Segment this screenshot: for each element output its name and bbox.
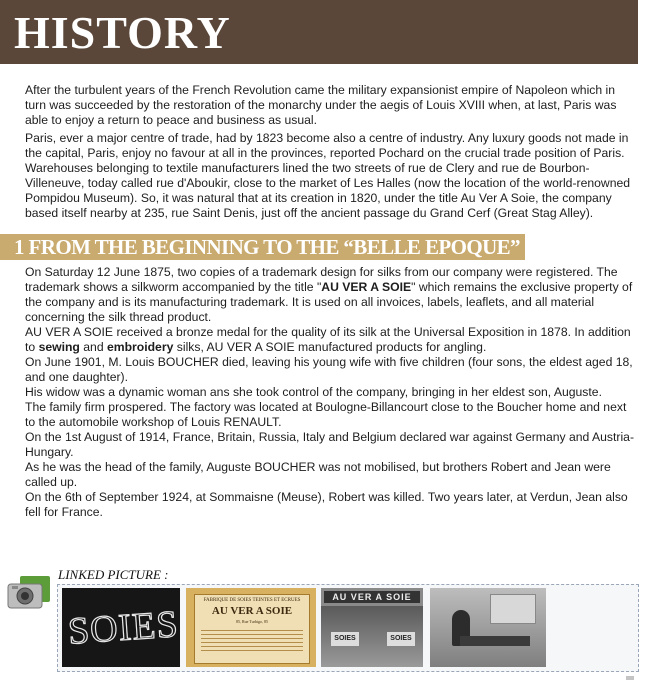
office-desk	[460, 636, 530, 646]
linked-picture-label: LINKED PICTURE :	[58, 567, 169, 582]
shop-sign-left: SOIES	[331, 632, 359, 646]
bold-trademark: AU VER A SOIE	[321, 280, 412, 294]
body-paragraph: As he was the head of the family, Auguste BOUCHER was not mobilised, but brothers Robert and Jean were called up.	[25, 460, 611, 489]
text-span: On Saturday 12 June 1875, two copies of a trademark design for silks from our company were registered. The trademark shows a silkworm accompanied by the title "	[25, 265, 618, 294]
card-title: AU VER A SOIE	[211, 605, 293, 617]
thumbnail-trade-card[interactable]	[186, 588, 316, 667]
text-span: AU VER A SOIE received a bronze medal for the quality of its silk at the Universal Exposition in 1878. In addition to	[25, 325, 631, 354]
card-fine-print	[201, 627, 303, 653]
intro-paragraph: After the turbulent years of the French Revolution came the military expansionist empire of Napoleon which in turn was succeeded by the restoration of the monarchy under the aegis of Louis XVIII when, at last, Paris was able to enjoy a return to peace and business as usual.	[25, 83, 617, 127]
trade-card	[194, 594, 310, 664]
thumbnail-soies-sign[interactable]	[62, 588, 180, 667]
body-paragraph: The family firm prospered. The factory was located at Boulogne-Billancourt close to the Boucher home and next to the automobile workshop of Louis RENAULT.	[25, 400, 627, 429]
section-title: 1 FROM THE BEGINNING TO THE “BELLE EPOQUE”	[14, 235, 520, 259]
shop-sign: AU VER A SOIE	[324, 591, 420, 603]
office-window	[490, 594, 536, 624]
body-paragraph: On the 1st August of 1914, France, Britain, Russia, Italy and Belgium declared war against Germany and Austria-Hungary.	[25, 430, 635, 459]
page-header	[0, 0, 638, 64]
intro-text	[25, 83, 631, 224]
body-paragraph	[25, 325, 639, 355]
text-span: " which remains the exclusive property of the company and is its manufacturing trademark. It is used on all invoices, labels, leaflets, and all material concerning the silk thread product.	[25, 280, 633, 324]
scroll-indicator	[626, 676, 634, 680]
body-paragraph: On the 6th of September 1924, at Sommaisne (Meuse), Robert was killed. Two years later, at Verdun, Jean also fell for France.	[25, 490, 628, 519]
linked-picture-gallery	[57, 584, 639, 672]
page-title: HISTORY	[14, 7, 231, 58]
section-header	[0, 234, 525, 260]
intro-paragraph: Paris, ever a major centre of trade, had by 1823 become also a centre of industry. Any luxury goods not made in the capital, Paris, enjoy no favour at all in the provinces, reported Pochard on the crucial trade position of Paris. Warehouses belonging to textile manufacturers lined the two streets of rue de Clery and rue de Bourbon-Villeneuve, today called rue d'Aboukir, close to the market of Les Halles (now the location of the world-renowned Pompidou Museum). So, it was natural that at its creation in 1820, under the title Au Ver A Soie, the company based itself nearby at 235, rue Saint Denis, just off the ancient passage du Grand Cerf (Great Stag Alley).	[25, 131, 631, 220]
body-paragraph: His widow was a dynamic woman ans she took control of the company, bringing in her eldest son, Auguste.	[25, 385, 602, 399]
camera-icon	[6, 572, 52, 612]
office-scene	[430, 588, 546, 667]
card-top-line: FABRIQUE DE SOIES TEINTES ET ECRUES	[203, 598, 301, 603]
body-paragraph	[25, 265, 639, 325]
thumbnail-shopfront[interactable]	[321, 588, 423, 667]
text-span: and	[79, 340, 107, 354]
neon-sign-text: SOIES	[66, 603, 180, 653]
bold-sewing: sewing	[38, 340, 80, 354]
shop-sign-right: SOIES	[387, 632, 415, 646]
card-address: 85, Rue Turbigo, 85	[235, 619, 269, 624]
bold-embroidery: embroidery	[106, 340, 174, 354]
thumbnail-office-photo[interactable]	[430, 588, 546, 667]
body-paragraph: On June 1901, M. Louis BOUCHER died, leaving his young wife with five children (four sons, the eldest aged 18, and one daughter).	[25, 355, 633, 384]
text-span: silks, AU VER A SOIE manufactured products for angling.	[173, 340, 487, 354]
history-body	[25, 265, 639, 520]
